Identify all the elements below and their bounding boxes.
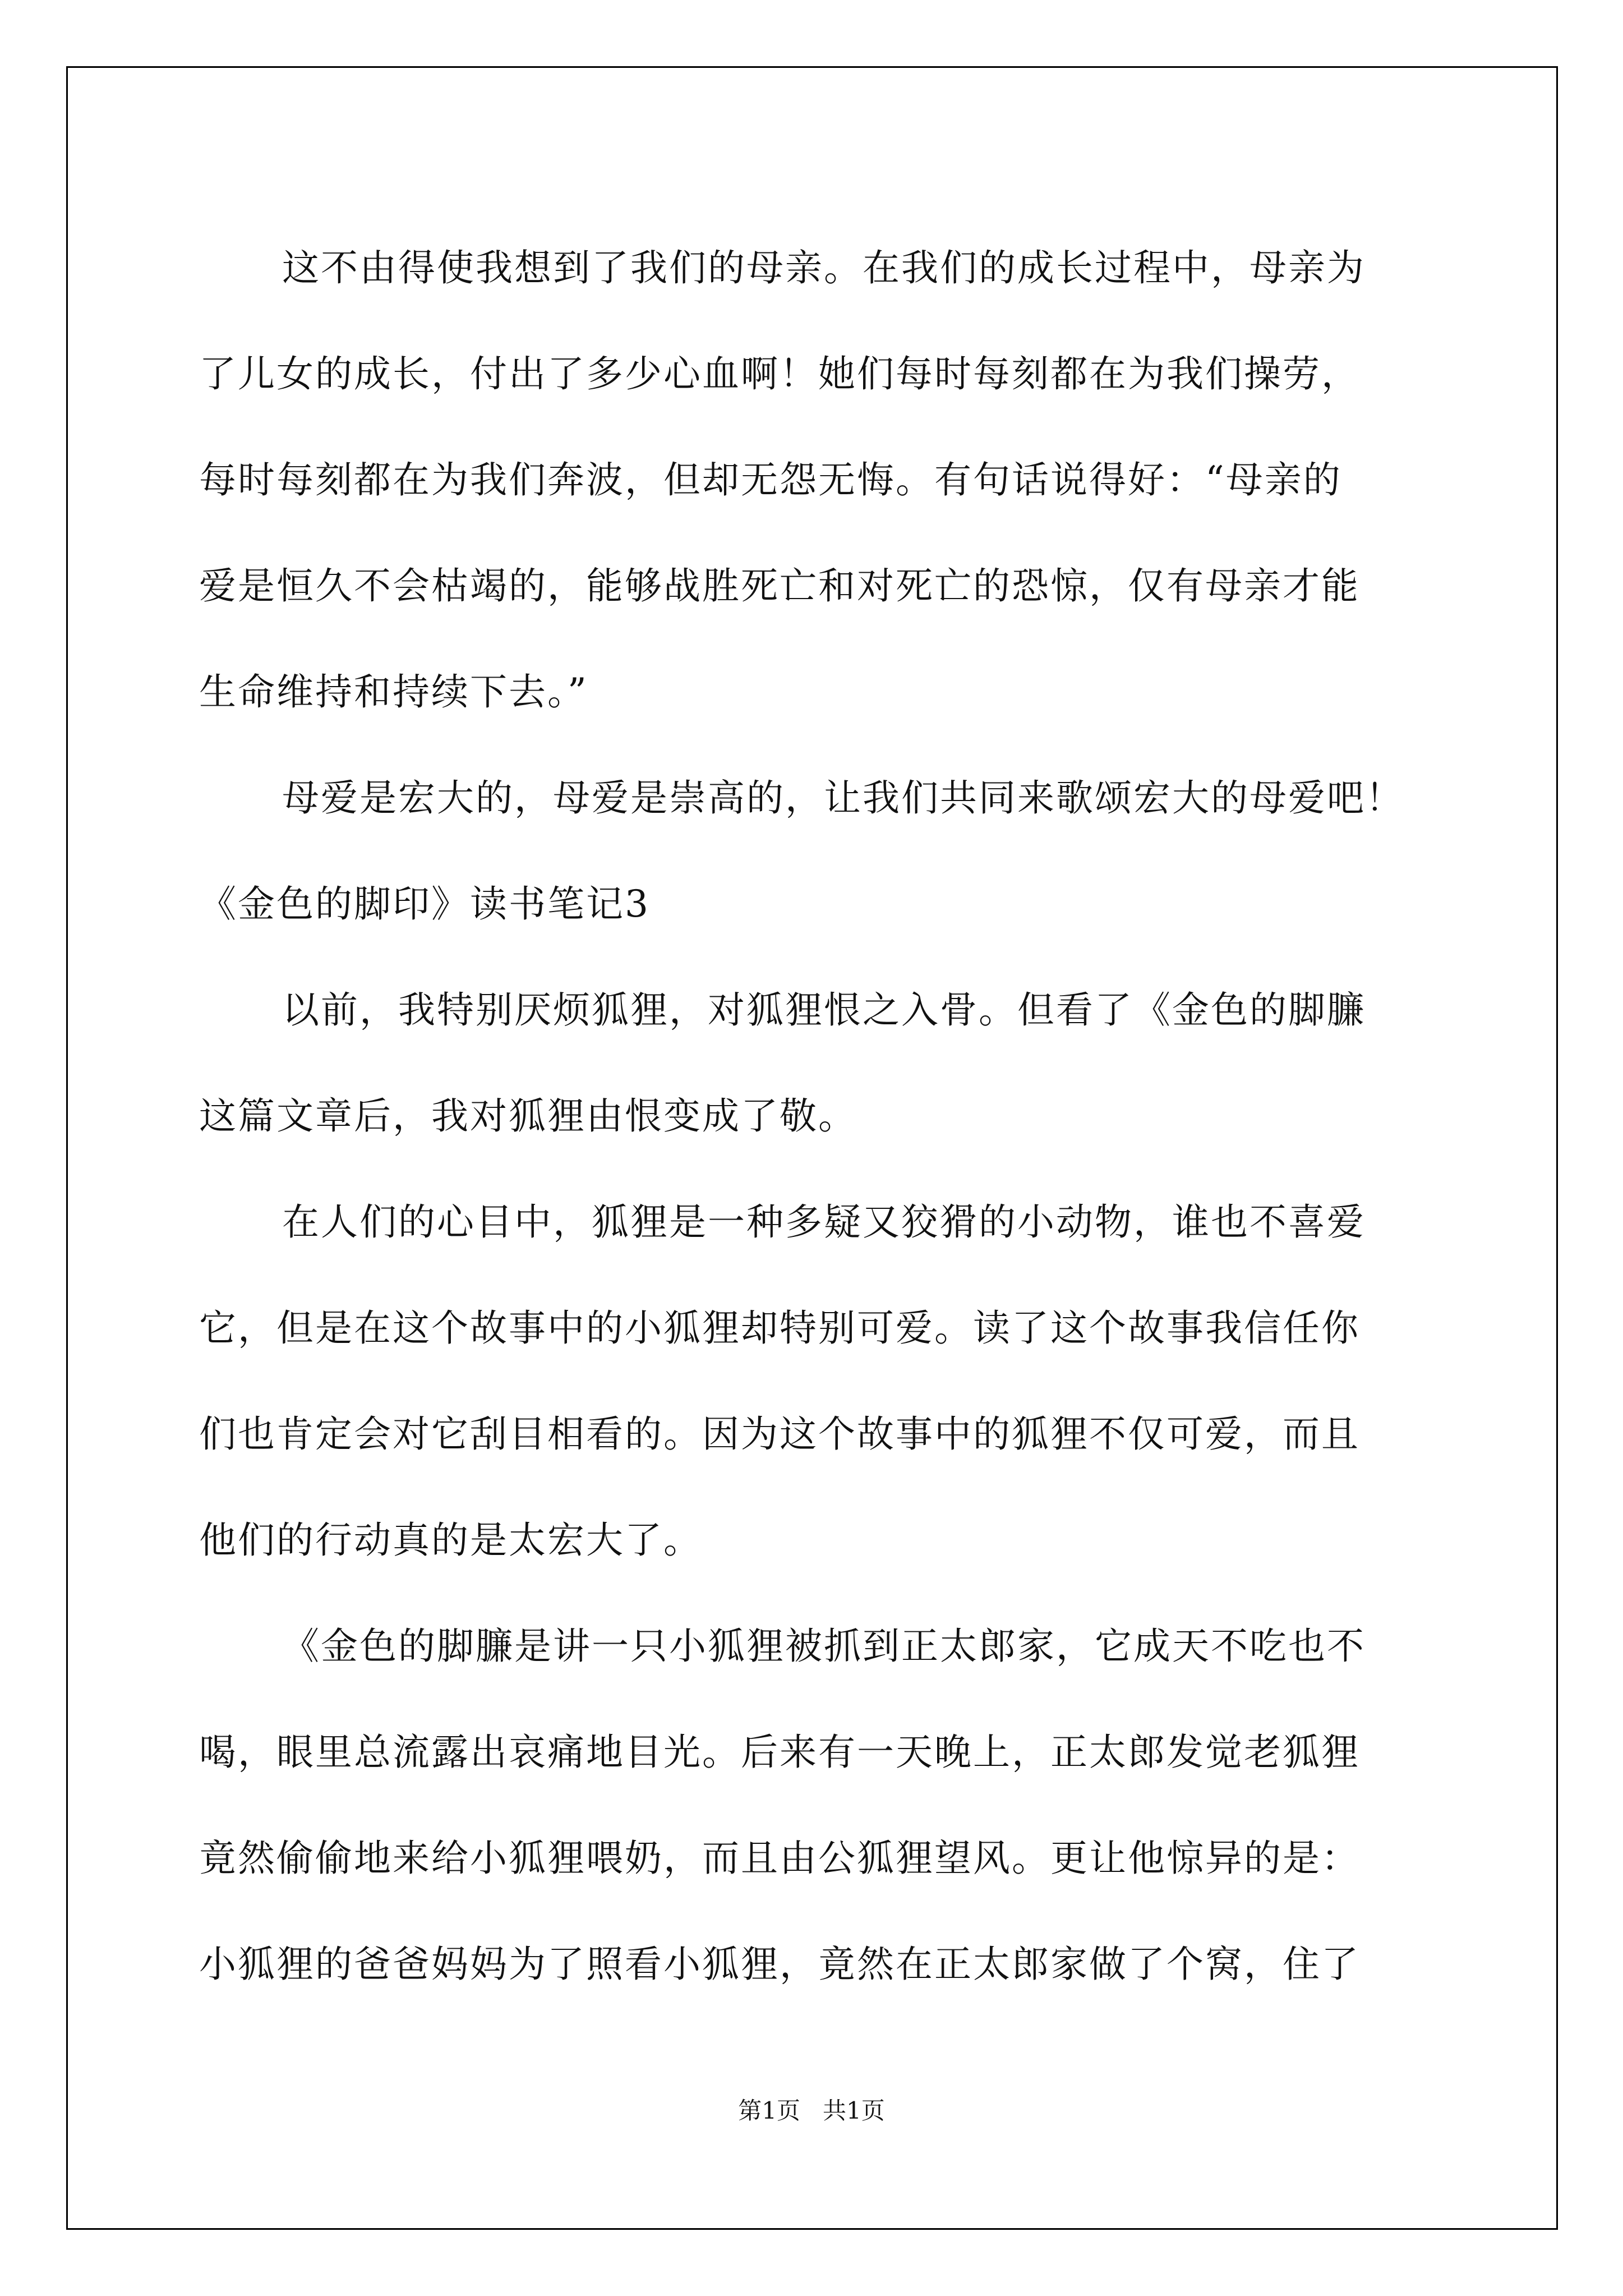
paragraph-line: 生命维持和持续下去。” <box>199 670 588 714</box>
paragraph-line: 这篇文章后，我对狐狸由恨变成了敬。 <box>199 1094 857 1138</box>
paragraph-line: 爱是恒久不会枯竭的，能够战胜死亡和对死亡的恐惊，仅有母亲才能 <box>199 564 1360 608</box>
paragraph-line: 他们的行动真的是太宏大了。 <box>199 1519 702 1562</box>
paragraph-line: 竟然偷偷地来给小狐狸喂奶，而且由公狐狸望风。更让他惊异的是： <box>199 1837 1360 1880</box>
paragraph-line: 小狐狸的爸爸妈妈为了照看小狐狸，竟然在正太郎家做了个窝，住了 <box>199 1943 1360 1986</box>
section-heading: 《金色的脚印》读书笔记3 <box>199 882 650 926</box>
page-number-current: 第1页 <box>738 2097 800 2124</box>
paragraph-line: 这不由得使我想到了我们的母亲。在我们的成长过程中，母亲为 <box>282 246 1366 289</box>
paragraph-line: 母爱是宏大的，母爱是崇高的，让我们共同来歌颂宏大的母爱吧！ <box>282 776 1404 820</box>
paragraph-line: 喝，眼里总流露出哀痛地目光。后来有一天晚上，正太郎发觉老狐狸 <box>199 1731 1360 1774</box>
page-footer <box>0 2092 1623 2126</box>
paragraph-line: 它，但是在这个故事中的小狐狸却特别可爱。读了这个故事我信任你 <box>199 1306 1360 1350</box>
paragraph-line: 们也肯定会对它刮目相看的。因为这个故事中的狐狸不仅可爱，而且 <box>199 1412 1360 1456</box>
paragraph-line: 了儿女的成长，付出了多少心血啊！她们每时每刻都在为我们操劳， <box>199 352 1360 395</box>
page-number-total: 共1页 <box>823 2097 885 2124</box>
paragraph-line: 每时每刻都在为我们奔波，但却无怨无悔。有句话说得好：“母亲的 <box>199 458 1342 501</box>
document-body <box>199 215 1433 2017</box>
paragraph-line: 在人们的心目中，狐狸是一种多疑又狡猾的小动物，谁也不喜爱 <box>282 1200 1366 1244</box>
paragraph-line: 以前，我特别厌烦狐狸，对狐狸恨之入骨。但看了《金色的脚臁 <box>282 988 1366 1032</box>
paragraph-line: 《金色的脚臁是讲一只小狐狸被抓到正太郎家，它成天不吃也不 <box>282 1625 1366 1668</box>
